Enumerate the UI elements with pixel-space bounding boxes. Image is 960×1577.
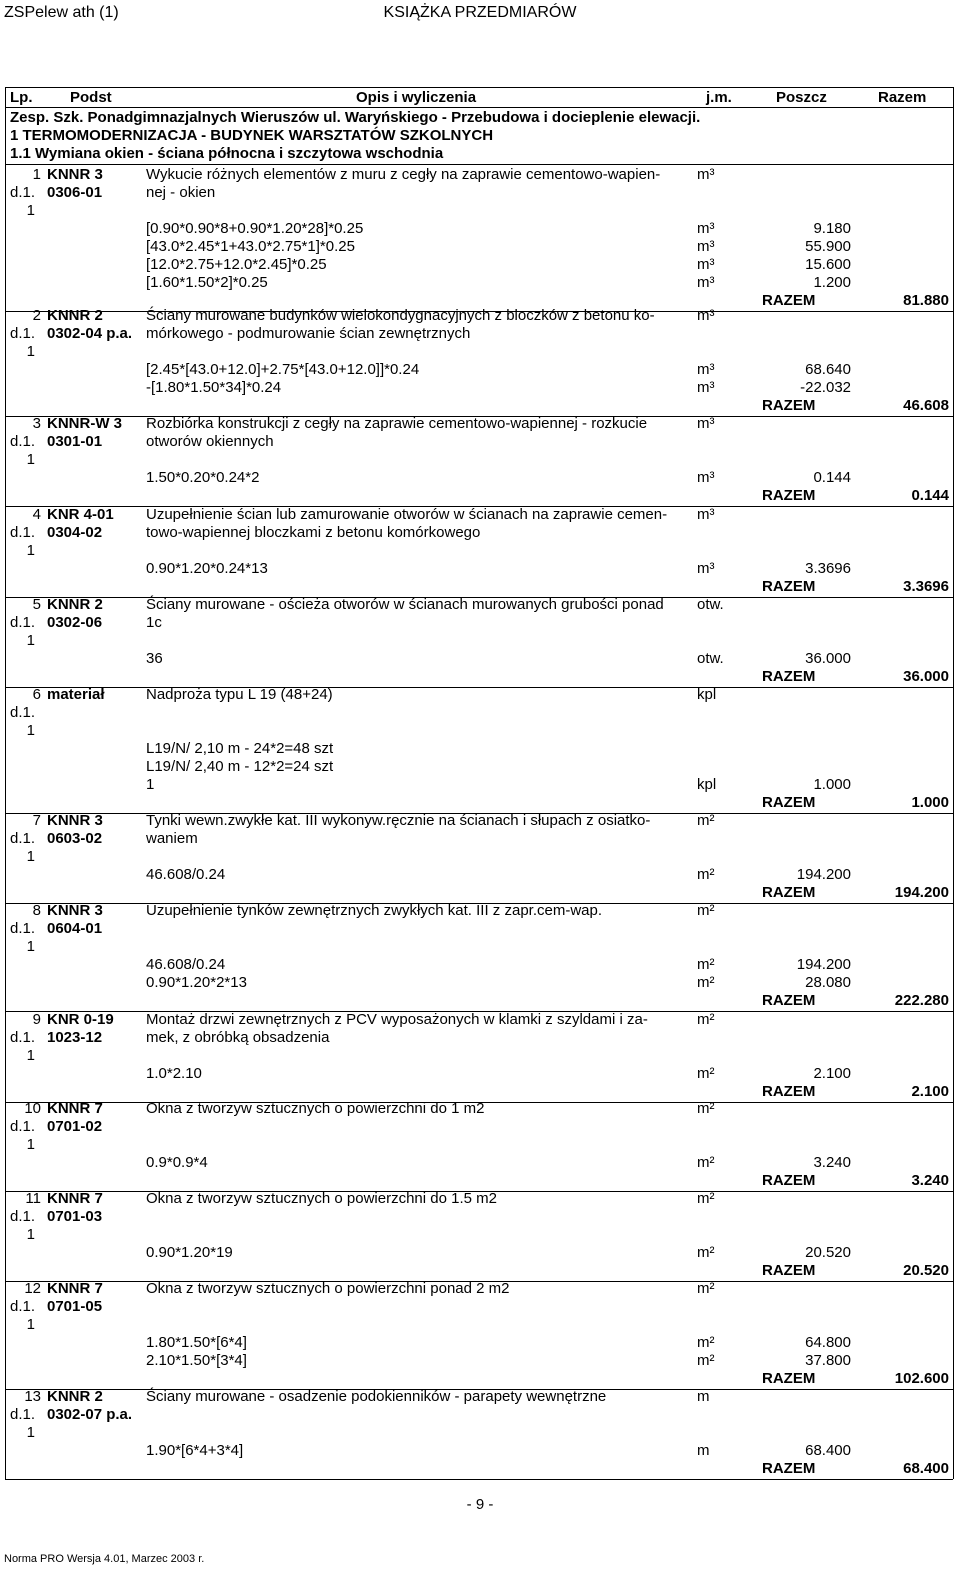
item-subnumber-2: 1 [26, 848, 35, 865]
item-subnumber: d.1. [10, 1208, 36, 1225]
total-value: 68.400 [903, 1460, 949, 1477]
item-subnumber: d.1. [10, 704, 36, 721]
item-description: nej - okien [146, 184, 216, 201]
calc-formula: 0.90*1.20*2*13 [146, 974, 247, 991]
header-poszcz: Poszcz [776, 89, 827, 106]
header-jm: j.m. [706, 89, 732, 106]
window-title: ZSPelew ath (1) [4, 4, 119, 21]
calc-value: 68.640 [805, 361, 851, 378]
calc-unit: m² [697, 866, 715, 883]
total-label: RAZEM [762, 1172, 816, 1189]
item-subnumber: d.1. [10, 524, 36, 541]
calc-value: 194.200 [796, 866, 851, 883]
item-subnumber-2: 1 [26, 632, 35, 649]
item-description: Okna z tworzyw sztucznych o powierzchni ponad 2 m2 [146, 1280, 510, 1297]
item-subnumber-2: 1 [26, 1047, 35, 1064]
item-description: towo-wapiennej bloczkami z betonu komórkowego [146, 524, 481, 541]
item-unit: m³ [697, 166, 715, 183]
calc-value: 64.800 [805, 1334, 851, 1351]
item-code-2: 0304-02 [47, 524, 103, 541]
item-unit: m² [697, 902, 715, 919]
calc-unit: m² [697, 956, 715, 973]
calc-formula: [12.0*2.75+12.0*2.45]*0.25 [146, 256, 327, 273]
item-unit: m² [697, 812, 715, 829]
item-code-2: 0302-04 p.a. [47, 325, 133, 342]
item-code: KNNR 2 [47, 596, 103, 613]
item-description: Uzupełnienie ścian lub zamurowanie otworów w ścianach na zaprawie cemen- [146, 506, 668, 523]
item-divider [5, 1479, 953, 1480]
item-subnumber-2: 1 [26, 1226, 35, 1243]
total-label: RAZEM [762, 668, 816, 685]
item-unit: m³ [697, 307, 715, 324]
header-razem: Razem [878, 89, 927, 106]
calc-formula: 46.608/0.24 [146, 956, 226, 973]
total-value: 0.144 [911, 487, 949, 504]
calc-unit: m² [697, 1352, 715, 1369]
section-divider [5, 164, 953, 165]
item-note: L19/N/ 2,40 m - 12*2=24 szt [146, 758, 334, 775]
item-subnumber-2: 1 [26, 1316, 35, 1333]
item-subnumber-2: 1 [26, 202, 35, 219]
item-code: KNNR 7 [47, 1100, 103, 1117]
table-right-border [953, 87, 954, 1479]
calc-value: 194.200 [796, 956, 851, 973]
item-code: KNNR 3 [47, 812, 103, 829]
header-lp: Lp. [10, 89, 33, 106]
item-unit: m² [697, 1190, 715, 1207]
calc-unit: m³ [697, 560, 715, 577]
calc-unit: m² [697, 1154, 715, 1171]
calc-formula: 36 [146, 650, 163, 667]
item-number: 1 [32, 166, 41, 183]
header-opis: Opis i wyliczenia [356, 89, 477, 106]
calc-formula: 0.90*1.20*0.24*13 [146, 560, 268, 577]
item-subnumber-2: 1 [26, 938, 35, 955]
item-subnumber: d.1. [10, 614, 36, 631]
total-label: RAZEM [762, 992, 816, 1009]
header-podst: Podst [70, 89, 112, 106]
item-description: Okna z tworzyw sztucznych o powierzchni do 1 m2 [146, 1100, 485, 1117]
total-value: 3.240 [911, 1172, 949, 1189]
item-code: KNNR 7 [47, 1280, 103, 1297]
item-subnumber-2: 1 [26, 722, 35, 739]
calc-formula: -[1.80*1.50*34]*0.24 [146, 379, 282, 396]
calc-value: -22.032 [800, 379, 851, 396]
item-number: 7 [32, 812, 41, 829]
item-code-2: 0701-03 [47, 1208, 103, 1225]
calc-value: 28.080 [805, 974, 851, 991]
total-value: 2.100 [911, 1083, 949, 1100]
total-label: RAZEM [762, 1083, 816, 1100]
calc-unit: m³ [697, 379, 715, 396]
item-description: Tynki wewn.zwykłe kat. III wykonyw.ręcznie na ścianach i słupach z osiatko- [146, 812, 651, 829]
item-description: 1c [146, 614, 162, 631]
item-code-2: 0701-05 [47, 1298, 103, 1315]
calc-formula: [2.45*[43.0+12.0]+2.75*[43.0+12.0]]*0.24 [146, 361, 420, 378]
calc-unit: m² [697, 974, 715, 991]
item-code-2: 0302-06 [47, 614, 103, 631]
item-subnumber: d.1. [10, 184, 36, 201]
calc-unit: m³ [697, 220, 715, 237]
item-number: 13 [24, 1388, 41, 1405]
calc-value: 1.200 [813, 274, 851, 291]
item-subnumber: d.1. [10, 1298, 36, 1315]
item-description: waniem [146, 830, 198, 847]
item-number: 10 [24, 1100, 41, 1117]
total-value: 20.520 [903, 1262, 949, 1279]
total-label: RAZEM [762, 292, 816, 309]
item-subnumber: d.1. [10, 1029, 36, 1046]
calc-value: 68.400 [805, 1442, 851, 1459]
calc-formula: [0.90*0.90*8+0.90*1.20*28]*0.25 [146, 220, 364, 237]
item-code-2: 0306-01 [47, 184, 103, 201]
item-description: mórkowego - podmurowanie ścian zewnętrznych [146, 325, 471, 342]
calc-formula: [1.60*1.50*2]*0.25 [146, 274, 268, 291]
item-code: materiał [47, 686, 105, 703]
total-label: RAZEM [762, 487, 816, 504]
calc-value: 2.100 [813, 1065, 851, 1082]
item-description: Rozbiórka konstrukcji z cegły na zaprawie cementowo-wapiennej - rozkucie [146, 415, 648, 432]
table-left-border [5, 87, 6, 1479]
calc-formula: 2.10*1.50*[3*4] [146, 1352, 247, 1369]
item-number: 12 [24, 1280, 41, 1297]
total-value: 222.280 [894, 992, 949, 1009]
item-code: KNNR 7 [47, 1190, 103, 1207]
total-value: 36.000 [903, 668, 949, 685]
item-code: KNNR 3 [47, 166, 103, 183]
item-code: KNNR 2 [47, 1388, 103, 1405]
item-note: L19/N/ 2,10 m - 24*2=48 szt [146, 740, 334, 757]
project-title: Zesp. Szk. Ponadgimnazjalnych Wieruszów ul. Waryńskiego - Przebudowa i docieplenie elewacji. [10, 109, 701, 126]
item-unit: kpl [697, 686, 717, 703]
item-number: 4 [32, 506, 41, 523]
calc-unit: m³ [697, 274, 715, 291]
item-number: 3 [32, 415, 41, 432]
calc-formula: 1.0*2.10 [146, 1065, 202, 1082]
calc-value: 3.240 [813, 1154, 851, 1171]
software-footer: Norma PRO Wersja 4.01, Marzec 2003 r. [4, 1553, 205, 1565]
item-subnumber: d.1. [10, 325, 36, 342]
calc-value: 36.000 [805, 650, 851, 667]
calc-value: 1.000 [813, 776, 851, 793]
item-code-2: 0604-01 [47, 920, 103, 937]
item-subnumber: d.1. [10, 433, 36, 450]
calc-formula: 0.9*0.9*4 [146, 1154, 208, 1171]
page-number: - 9 - [466, 1496, 494, 1513]
total-value: 46.608 [903, 397, 949, 414]
calc-unit: otw. [697, 650, 724, 667]
item-description: Montaż drzwi zewnętrznych z PCV wyposażonych w klamki z szyldami i za- [146, 1011, 648, 1028]
total-label: RAZEM [762, 1370, 816, 1387]
subsection-title: 1.1 Wymiana okien - ściana północna i szczytowa wschodnia [10, 145, 444, 162]
item-code: KNNR-W 3 [47, 415, 122, 432]
item-unit: m³ [697, 506, 715, 523]
header-divider [5, 107, 953, 108]
item-description: Ściany murowane budynków wielokondygnacyjnych z bloczków z betonu ko- [146, 307, 655, 324]
item-description: Wykucie różnych elementów z muru z cegły na zaprawie cementowo-wapien- [146, 166, 661, 183]
calc-formula: 0.90*1.20*19 [146, 1244, 233, 1261]
item-unit: m [697, 1388, 710, 1405]
calc-value: 20.520 [805, 1244, 851, 1261]
item-code: KNNR 2 [47, 307, 103, 324]
item-number: 8 [32, 902, 41, 919]
item-code: KNR 4-01 [47, 506, 114, 523]
calc-formula: 46.608/0.24 [146, 866, 226, 883]
calc-formula: 1 [146, 776, 155, 793]
total-label: RAZEM [762, 578, 816, 595]
item-code-2: 0603-02 [47, 830, 103, 847]
item-unit: m³ [697, 415, 715, 432]
total-value: 194.200 [894, 884, 949, 901]
calc-unit: m [697, 1442, 710, 1459]
item-description: Ściany murowane - ościeża otworów w ścianach murowanych grubości ponad [146, 596, 664, 613]
item-subnumber-2: 1 [26, 343, 35, 360]
calc-value: 3.3696 [805, 560, 851, 577]
calc-unit: kpl [697, 776, 717, 793]
item-code-2: 0302-07 p.a. [47, 1406, 133, 1423]
item-description: mek, z obróbką obsadzenia [146, 1029, 330, 1046]
total-value: 1.000 [911, 794, 949, 811]
item-number: 6 [32, 686, 41, 703]
item-description: Okna z tworzyw sztucznych o powierzchni do 1.5 m2 [146, 1190, 497, 1207]
item-subnumber: d.1. [10, 1406, 36, 1423]
item-code-2: 1023-12 [47, 1029, 103, 1046]
item-subnumber-2: 1 [26, 542, 35, 559]
document-title: KSIĄŻKA PRZEDMIARÓW [383, 4, 577, 21]
calc-unit: m³ [697, 361, 715, 378]
total-label: RAZEM [762, 884, 816, 901]
item-code-2: 0701-02 [47, 1118, 103, 1135]
item-code: KNR 0-19 [47, 1011, 114, 1028]
calc-unit: m³ [697, 256, 715, 273]
item-unit: otw. [697, 596, 724, 613]
item-description: Uzupełnienie tynków zewnętrznych zwykłych kat. III z zapr.cem-wap. [146, 902, 603, 919]
total-value: 102.600 [894, 1370, 949, 1387]
total-label: RAZEM [762, 1262, 816, 1279]
total-value: 81.880 [903, 292, 949, 309]
calc-unit: m³ [697, 469, 715, 486]
item-number: 5 [32, 596, 41, 613]
item-description: otworów okiennych [146, 433, 274, 450]
item-description: Ściany murowane - osadzenie podokienników - parapety wewnętrzne [146, 1388, 607, 1405]
item-number: 11 [25, 1190, 41, 1207]
item-subnumber: d.1. [10, 1118, 36, 1135]
calc-value: 37.800 [805, 1352, 851, 1369]
calc-unit: m³ [697, 238, 715, 255]
calc-unit: m² [697, 1065, 715, 1082]
calc-value: 0.144 [813, 469, 851, 486]
item-number: 2 [32, 307, 41, 324]
item-subnumber-2: 1 [26, 1424, 35, 1441]
item-code-2: 0301-01 [47, 433, 103, 450]
calc-unit: m² [697, 1244, 715, 1261]
table-top-border [5, 87, 953, 88]
calc-unit: m² [697, 1334, 715, 1351]
item-number: 9 [32, 1011, 41, 1028]
calc-value: 15.600 [805, 256, 851, 273]
total-label: RAZEM [762, 794, 816, 811]
item-subnumber-2: 1 [26, 1136, 35, 1153]
item-subnumber: d.1. [10, 830, 36, 847]
item-code: KNNR 3 [47, 902, 103, 919]
item-subnumber-2: 1 [26, 451, 35, 468]
total-label: RAZEM [762, 1460, 816, 1477]
calc-formula: [43.0*2.45*1+43.0*2.75*1]*0.25 [146, 238, 355, 255]
item-unit: m² [697, 1280, 715, 1297]
item-description: Nadproża typu L 19 (48+24) [146, 686, 333, 703]
total-label: RAZEM [762, 397, 816, 414]
calc-formula: 1.90*[6*4+3*4] [146, 1442, 244, 1459]
calc-value: 9.180 [813, 220, 851, 237]
calc-value: 55.900 [805, 238, 851, 255]
calc-formula: 1.50*0.20*0.24*2 [146, 469, 260, 486]
item-unit: m² [697, 1100, 715, 1117]
item-unit: m² [697, 1011, 715, 1028]
calc-formula: 1.80*1.50*[6*4] [146, 1334, 247, 1351]
item-subnumber: d.1. [10, 920, 36, 937]
total-value: 3.3696 [903, 578, 949, 595]
section-title: 1 TERMOMODERNIZACJA - BUDYNEK WARSZTATÓW SZKOLNYCH [10, 127, 494, 144]
